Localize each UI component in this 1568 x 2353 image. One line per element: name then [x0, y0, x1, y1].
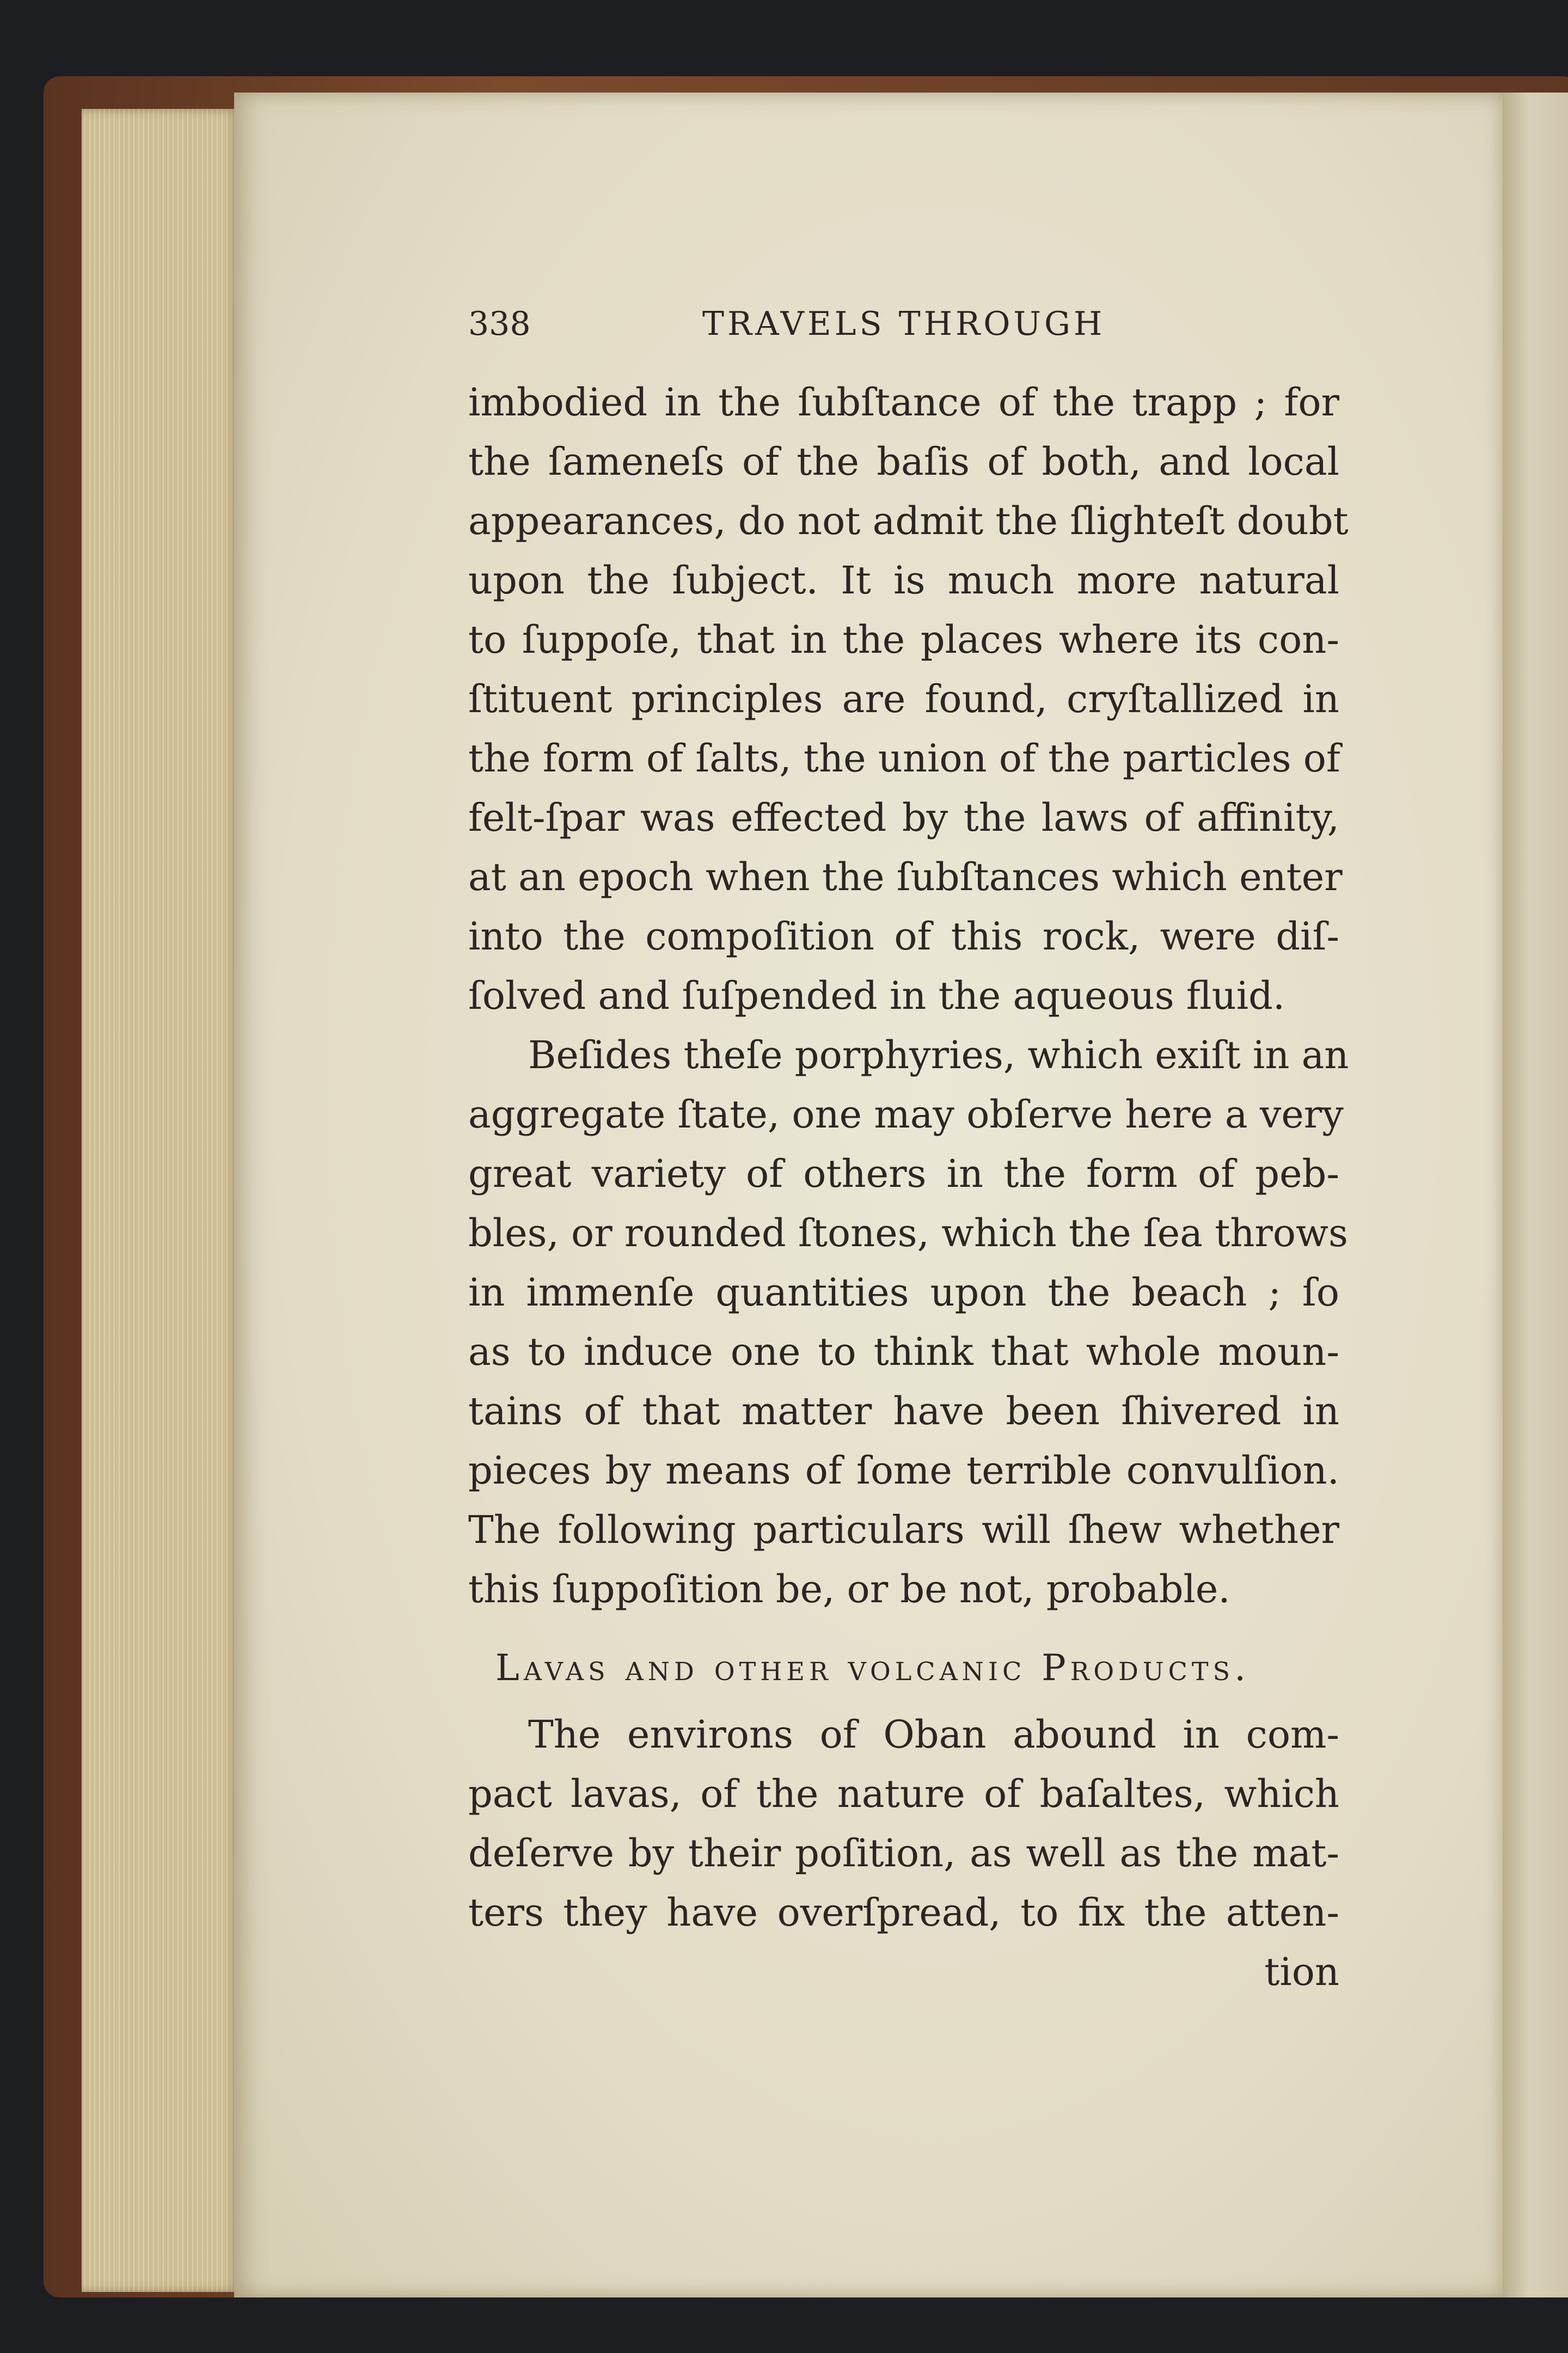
running-title: TRAVELS THROUGH: [702, 305, 1106, 343]
text-line: aggregate ſtate, one may obſerve here a very: [468, 1092, 1344, 1137]
page-number: 338: [468, 305, 531, 343]
text-line: deſerve by their poſition, as well as the mat-: [468, 1831, 1339, 1876]
text-line: to ſuppoſe, that in the places where its con-: [468, 617, 1339, 662]
text-line: into the compoſition of this rock, were diſ-: [468, 914, 1339, 959]
section-heading: Lavas and other volcanic Products.: [495, 1647, 1251, 1689]
text-line: The environs of Oban abound in com-: [528, 1712, 1339, 1757]
page-edges: [82, 109, 240, 2292]
text-line: appearances, do not admit the ſlighteſt doubt: [468, 499, 1349, 543]
catchword: tion: [1264, 1950, 1339, 1994]
text-line: the form of ſalts, the union of the particles of: [468, 736, 1340, 781]
text-line: this ſuppoſition be, or be not, probable.: [468, 1567, 1230, 1611]
text-line: ſtituent principles are found, cryſtallized in: [468, 677, 1339, 721]
text-line: at an epoch when the ſubſtances which enter: [468, 855, 1343, 899]
text-line: bles, or rounded ſtones, which the ſea throws: [468, 1211, 1348, 1255]
text-line: pieces by means of ſome terrible convulſion.: [468, 1448, 1339, 1493]
text-line: The following particulars will ſhew whether: [468, 1508, 1339, 1552]
text-line: as to induce one to think that whole moun-: [468, 1329, 1339, 1374]
text-line: the ſameneſs of the baſis of both, and local: [468, 439, 1339, 484]
text-line: tains of that matter have been ſhivered in: [468, 1389, 1339, 1433]
text-line: ters they have overſpread, to fix the atten-: [468, 1890, 1339, 1935]
text-line: in immenſe quantities upon the beach ; ſo: [468, 1270, 1339, 1315]
text-line: Beſides theſe porphyries, which exiſt in an: [528, 1033, 1349, 1077]
text-line: ſolved and ſuſpended in the aqueous fluid.: [468, 973, 1285, 1018]
text-line: felt-ſpar was effected by the laws of affinity,: [468, 795, 1339, 840]
text-line: imbodied in the ſubſtance of the trapp ; for: [468, 380, 1339, 425]
text-line: upon the ſubject. It is much more natural: [468, 558, 1339, 603]
text-line: pact lavas, of the nature of baſaltes, which: [468, 1772, 1339, 1816]
page-body: [468, 373, 1349, 2002]
text-line: great variety of others in the form of peb-: [468, 1151, 1339, 1196]
facing-page-edge: [1503, 93, 1568, 2297]
